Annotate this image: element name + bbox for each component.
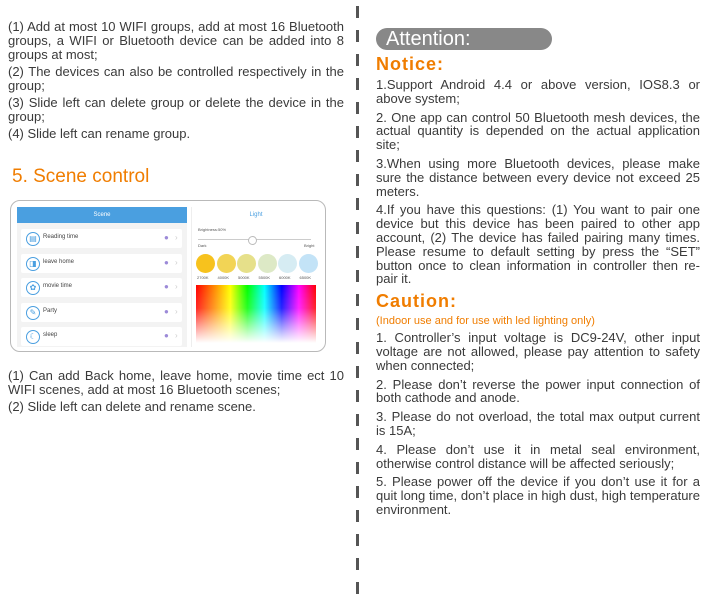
notice-item-2: 2. One app can control 50 Bluetooth mesh devices, the actual quantity is depended on the actual application site; <box>376 109 700 153</box>
scene-panel <box>17 207 187 347</box>
moon-icon: ☾ <box>26 330 40 344</box>
scene-note-2: (2) Slide left can delete and rename scene. <box>8 399 256 414</box>
column-divider-dash <box>356 438 359 450</box>
color-temp-swatch[interactable] <box>258 254 277 273</box>
light-panel <box>191 207 320 347</box>
scene-name: sleep <box>43 332 58 338</box>
column-divider-dash <box>356 414 359 426</box>
column-divider-dash <box>356 270 359 282</box>
column-divider-dash <box>356 174 359 186</box>
scene-row[interactable] <box>21 254 182 273</box>
scene-note-1: (1) Can add Back home, leave home, movie time ect 10 WIFI scenes, add at most 16 Bluetooth scenes; <box>8 368 344 397</box>
caution-note: (Indoor use and for use with led lighting only) <box>376 315 595 328</box>
caution-item-1: 1. Controller’s input voltage is DC9-24V, other input voltage are not allowed, please pay attention to safety when connected; <box>376 330 700 373</box>
notice-item-3: 3.When using more Bluetooth devices, please make sure the distance between every device not exceed 25 meters. <box>376 155 700 199</box>
scene-name: Party <box>43 307 58 314</box>
scene-control-heading: 5. Scene control <box>12 166 150 187</box>
caution-item-2: 2. Please don’t reverse the power input connection of both cathode and anode. <box>376 376 700 406</box>
bulb-icon[interactable]: ● <box>164 331 169 340</box>
color-temp-swatch[interactable] <box>237 254 256 273</box>
group-instruction-2: (2) The devices can also be controlled respectively in the group; <box>8 64 344 93</box>
column-divider-dash <box>356 342 359 354</box>
right-column <box>376 28 700 522</box>
notice-item-4: 4.If you have this questions: (1) You want to pair one device but this device has been paired to other app account, (2) The device has failed pairing many times. Please resume to default setting by press the “SET” button once to clean information in controller then re-pair it. <box>376 202 700 287</box>
scene-row[interactable] <box>21 278 182 297</box>
color-temp-label: 5500K <box>258 275 271 280</box>
bright-label: Bright <box>304 243 315 248</box>
brightness-slider-knob[interactable] <box>248 236 257 245</box>
bulb-icon[interactable]: ● <box>164 282 169 291</box>
book-icon: ▤ <box>26 232 40 246</box>
column-divider-dash <box>356 534 359 546</box>
notice-item-1: 1.Support Android 4.4 or above version, IOS8.3 or above system; <box>376 77 700 106</box>
scene-name: Reading time <box>43 234 79 240</box>
column-divider-dash <box>356 198 359 210</box>
scene-row[interactable] <box>21 229 182 248</box>
column-divider-dash <box>356 366 359 378</box>
column-divider-dash <box>356 126 359 138</box>
scene-name: movie time <box>43 283 73 289</box>
scene-row[interactable] <box>21 327 182 346</box>
column-divider-dash <box>356 558 359 570</box>
caution-item-5: 5. Please power off the device if you don’t use it for a quit long time, don’t place in high dust, high temperature environment. <box>376 474 700 517</box>
film-reel-icon: ✿ <box>26 281 40 295</box>
attention-badge: Attention: <box>376 28 552 50</box>
color-spectrum-picker[interactable] <box>196 285 316 343</box>
scene-notes <box>8 369 344 417</box>
caution-heading: Caution: <box>376 291 457 312</box>
chevron-right-icon: › <box>175 306 178 316</box>
column-divider-dash <box>356 462 359 474</box>
group-instruction-4: (4) Slide left can rename group. <box>8 126 191 141</box>
app-screenshot <box>10 200 326 352</box>
caution-item-4: 4. Please don’t use it in metal seal environment, otherwise control distance will be affected seriously; <box>376 441 700 471</box>
column-divider-dash <box>356 318 359 330</box>
bulb-icon[interactable]: ● <box>164 306 169 316</box>
column-divider-dash <box>356 582 359 594</box>
scene-header: Scene <box>17 207 187 223</box>
color-temp-label: 6000K <box>279 275 291 280</box>
column-divider-dash <box>356 150 359 162</box>
chevron-right-icon: › <box>175 233 178 242</box>
column-divider-dash <box>356 78 359 90</box>
chevron-right-icon: › <box>175 331 178 340</box>
party-icon: ✎ <box>26 306 40 320</box>
column-divider-dash <box>356 246 359 258</box>
chevron-right-icon: › <box>175 257 178 267</box>
bulb-icon[interactable]: ● <box>164 257 169 267</box>
column-divider-dash <box>356 6 359 18</box>
column-divider-dash <box>356 294 359 306</box>
brightness-label: Brightness:50% <box>198 227 227 232</box>
color-temp-swatch[interactable] <box>217 254 236 273</box>
column-divider-dash <box>356 222 359 234</box>
bulb-icon[interactable]: ● <box>164 233 169 242</box>
color-temp-label: 5000K <box>238 275 250 280</box>
column-divider-dash <box>356 510 359 522</box>
group-instruction-3: (3) Slide left can delete group or delete the device in the group; <box>8 95 344 124</box>
left-column <box>8 20 344 144</box>
dark-label: Dark <box>198 243 207 248</box>
color-temp-label: 6500K <box>299 275 312 280</box>
column-divider-dash <box>356 486 359 498</box>
scene-name: leave home <box>43 258 75 265</box>
column-divider-dash <box>356 54 359 66</box>
notice-heading: Notice: <box>376 54 445 74</box>
light-header: Light <box>249 212 263 218</box>
group-instruction-1: (1) Add at most 10 WIFI groups, add at most 16 Bluetooth groups, a WIFI or Bluetooth device can be added into 8 groups at most; <box>8 19 344 62</box>
color-temp-label: 2700K <box>197 275 209 280</box>
column-divider-dash <box>356 102 359 114</box>
color-temp-swatch[interactable] <box>196 254 215 273</box>
chevron-right-icon: › <box>175 282 178 291</box>
color-temp-swatch[interactable] <box>299 254 318 273</box>
color-temp-label: 4000K <box>217 275 230 280</box>
color-temp-swatch[interactable] <box>278 254 297 273</box>
scene-row[interactable] <box>21 303 182 322</box>
caution-item-3: 3. Please do not overload, the total max output current is 15A; <box>376 409 700 438</box>
column-divider-dash <box>356 30 359 42</box>
door-icon: ◨ <box>26 257 40 271</box>
column-divider-dash <box>356 390 359 402</box>
